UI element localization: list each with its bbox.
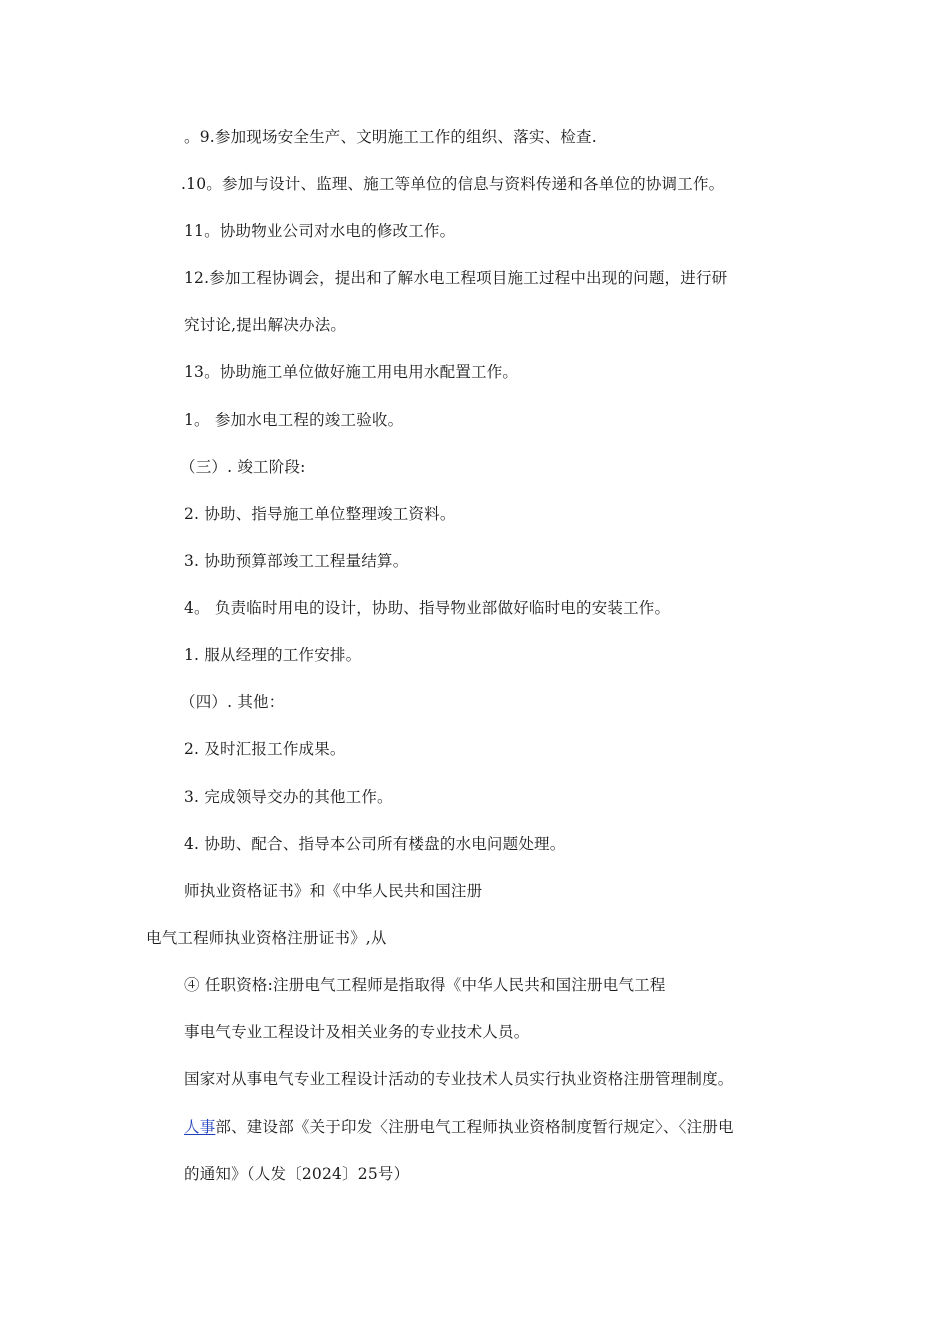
text-line-18: 电气工程师执业资格注册证书》,从 <box>146 929 387 947</box>
text-line-22 <box>184 1117 734 1137</box>
text-line-15: 3. 完成领导交办的其他工作。 <box>184 788 393 806</box>
text-line-3: 11。协助物业公司对水电的修改工作。 <box>184 222 456 240</box>
text-line-2: .10。参加与设计、监理、施工等单位的信息与资料传递和各单位的协调工作。 <box>181 175 725 193</box>
section-heading-completion: （三）. 竣工阶段: <box>180 458 306 476</box>
text-line-4: 12.参加工程协调会，提出和了解水电工程项目施工过程中出现的问题，进行研 <box>184 269 728 287</box>
text-line-22-rest: 部、建设部《关于印发〈注册电气工程师执业资格制度暂行规定〉、〈注册电 <box>215 1118 734 1136</box>
text-line-5: 究讨论,提出解决办法。 <box>184 316 347 334</box>
text-line-16: 4. 协助、配合、指导本公司所有楼盘的水电问题处理。 <box>184 835 566 853</box>
text-line-9: 2. 协助、指导施工单位整理竣工资料。 <box>184 505 456 523</box>
text-line-20: 事电气专业工程设计及相关业务的专业技术人员。 <box>184 1023 530 1041</box>
text-line-6: 13。协助施工单位做好施工用电用水配置工作。 <box>184 363 519 381</box>
text-line-11: 4。 负责临时用电的设计，协助、指导物业部做好临时电的安装工作。 <box>184 599 671 617</box>
text-line-19: ④ 任职资格:注册电气工程师是指取得《中华人民共和国注册电气工程 <box>184 976 666 994</box>
text-line-21: 国家对从事电气专业工程设计活动的专业技术人员实行执业资格注册管理制度。 <box>184 1070 734 1088</box>
text-line-14: 2. 及时汇报工作成果。 <box>184 740 346 758</box>
text-line-17: 师执业资格证书》和《中华人民共和国注册 <box>184 882 483 900</box>
text-line-1: 。9.参加现场安全生产、文明施工工作的组织、落实、检查. <box>184 128 597 146</box>
personnel-link[interactable]: 人事 <box>184 1118 216 1136</box>
section-heading-other: （四）. 其他： <box>180 693 285 711</box>
text-line-12: 1. 服从经理的工作安排。 <box>184 646 362 664</box>
text-line-10: 3. 协助预算部竣工工程量结算。 <box>184 552 409 570</box>
text-line-7: 1。 参加水电工程的竣工验收。 <box>184 411 404 429</box>
text-line-23: 的通知》（人发〔2024〕25号） <box>184 1165 410 1183</box>
